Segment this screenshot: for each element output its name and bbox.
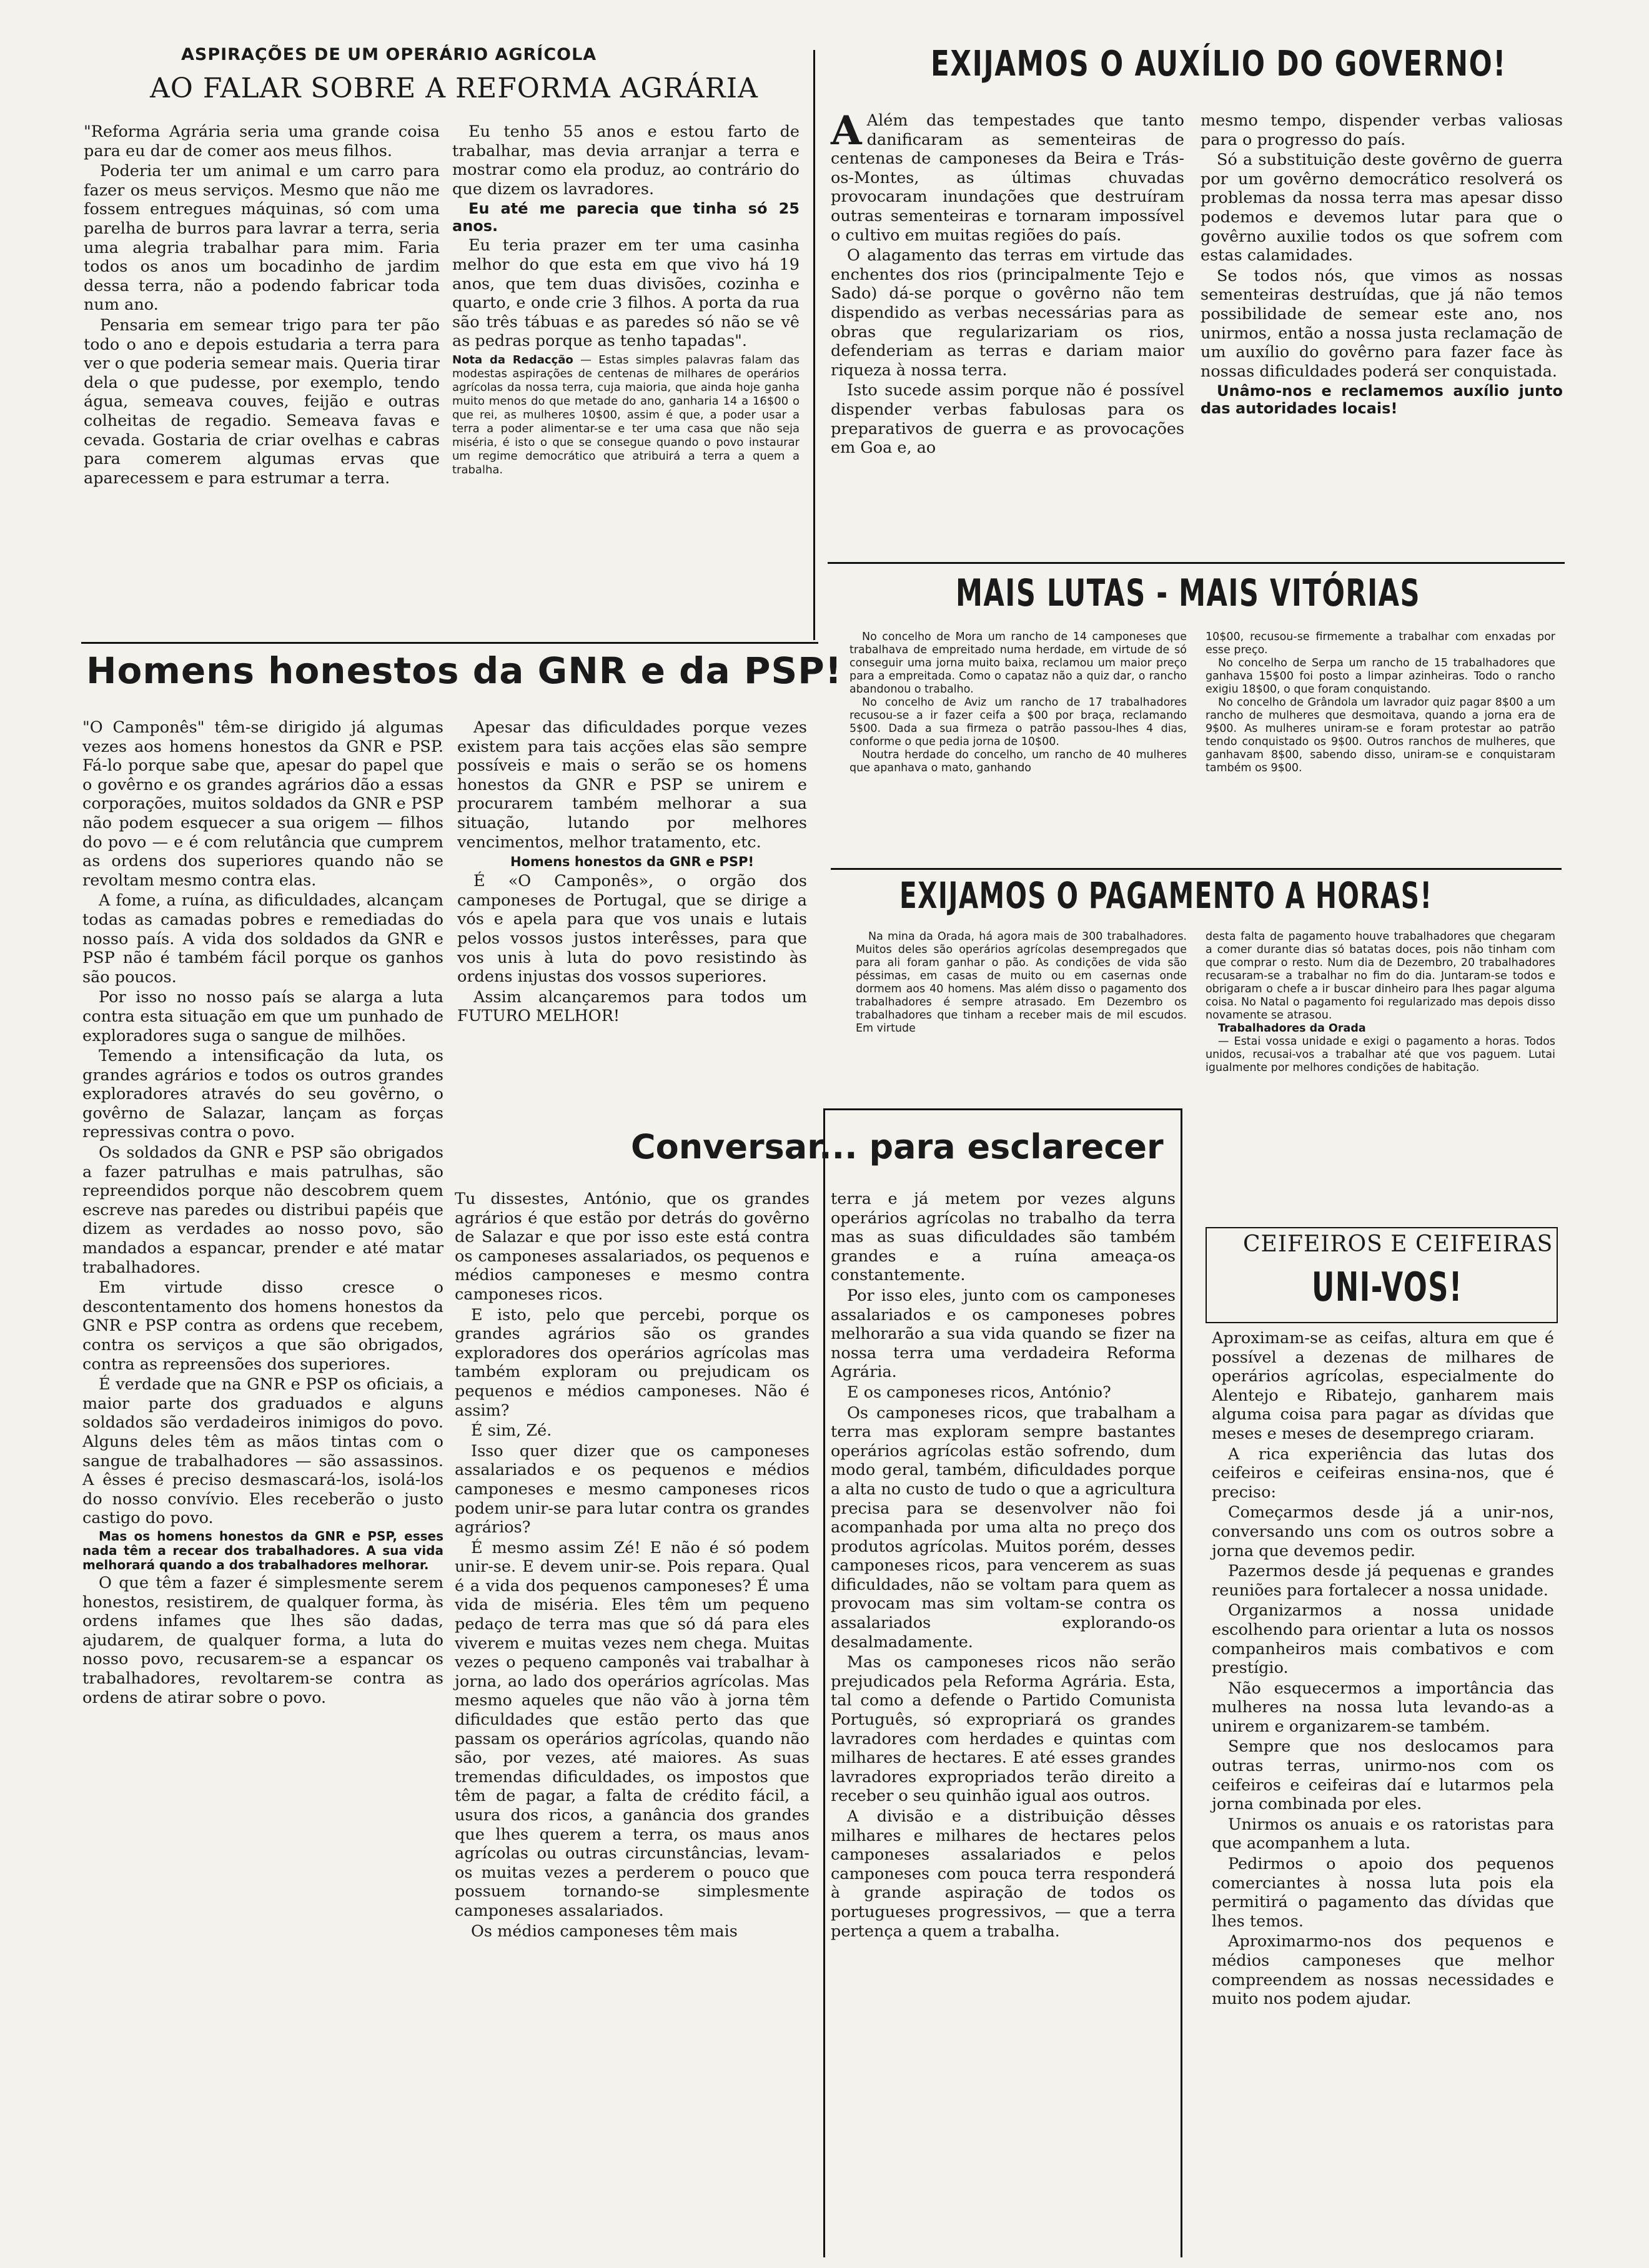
section1-p3: Pensaria em semear trigo para ter pão todo o ano e depois estudaria a terra para ver o que poderia semear mais. Queria tirar dela o que pudesse, por exemplo, tendo água, semeava couves, feijão e outras colheitas de regadio. Semeava favas e cevada. Gostaria de criar ovelhas e cabras para comerem algumas ervas que aparecessem e para estrumar a terra. — [84, 315, 440, 488]
section3-title: Homens honestos da GNR e da PSP! — [86, 649, 843, 692]
section5-col2-end: — Estai vossa unidade e exigi o pagamento a horas. Todos unidos, recusai-vos a trabalhar até que vos paguem. Lutai igualmente por melhores condições de habitação. — [1206, 1035, 1555, 1074]
section7-p6: Não esquecermos a importância das mulheres na nossa luta levando-as a unirem e organizarem-se também. — [1212, 1679, 1554, 1736]
section3-p3: Por isso no nosso país se alarga a luta contra esta situação em que um punhado de exploradores suga o sangue de milhões. — [82, 988, 443, 1045]
section2-p1: A Além das tempestades que tanto danificaram as sementeiras de centenas de camponeses da Beira e Trás-os-Montes, as últimas chuvadas provocaram inundações que destruíram outras sementeiras e tornaram impossível o cultivo em muitas regiões do país. — [831, 107, 1184, 245]
section3-p6: Em virtude disso cresce o descontentamento dos homens honestos da GNR e PSP contra as ordens que recebem, contra os serviços a que são obrigados, contra as repreensões dos superiores. — [82, 1278, 443, 1374]
section7-kicker: CEIFEIROS E CEIFEIRAS — [1243, 1231, 1553, 1257]
section3-p2: A fome, a ruína, as dificuldades, alcançam todas as camadas pobres e remediadas do nosso país. A vida dos soldados da GNR e PSP não é também fácil porque os ganhos são poucos. — [82, 891, 443, 987]
section2-col2-p1: mesmo tempo, dispender verbas valiosas para o progresso do país. — [1201, 111, 1563, 149]
rule-center-box-right — [1181, 1108, 1182, 2257]
section3-p8: O que têm a fazer é simplesmente serem honestos, resistirem, de qualquer forma, às ordens infames que lhes são dadas, ajudarem, de qualquer forma, a luta do nosso povo, recusarem-se a espancar os trabalhadores, revoltarem-se contra as ordens de atirar sobre o povo. — [82, 1573, 443, 1707]
section1-note — [452, 353, 800, 477]
section3-p4: Temendo a intensificação da luta, os grandes agrários e todos os outros grandes exploradores através do seu govêrno, o govêrno de Salazar, lançam as forças repressivas contra o povo. — [82, 1047, 443, 1142]
section7-p3: Começarmos desde já a unir-nos, conversando uns com os outros sobre a jorna que devemos pedir. — [1212, 1503, 1554, 1560]
section1-col1 — [84, 122, 440, 489]
section2-col1 — [831, 107, 1184, 459]
section5-title: EXIJAMOS O PAGAMENTO A HORAS! — [899, 874, 1433, 917]
section1-title: AO FALAR SOBRE A REFORMA AGRÁRIA — [150, 72, 758, 104]
section3-p7: É verdade que na GNR e PSP os oficiais, a maior parte dos graduados e alguns soldados são verdadeiros inimigos do povo. Alguns deles têm as mãos tintas com o sangue de trabalhadores — são assassinos. A êsses é preciso desmascará-los, isolá-los do nosso convívio. Eles receberão o justo castigo do povo. — [82, 1375, 443, 1528]
section4-col2 — [1206, 631, 1555, 775]
section6-col2-p3: E os camponeses ricos, António? — [847, 1383, 1111, 1402]
section2-p3: Isto sucede assim porque não é possível dispender verbas fabulosas para os preparativos de guerra e as provocações em Goa e, ao — [831, 381, 1184, 458]
section5-p1: Na mina da Orada, há agora mais de 300 trabalhadores. Muitos deles são operários agrícolas desempregados que para ali foram ganhar o pão. As condições de vida são péssimas, em casas de muito ou em casernas onde dormem aos 40 homens. Mas além disso o pagamento dos trabalhadores é sempre atrasado. Em Dezembro os trabalhadores que tinham a receber mais de mil escudos. Em virtude — [856, 930, 1187, 1035]
section3-col2-p3: Assim alcançaremos para todos um FUTURO MELHOR! — [457, 987, 807, 1026]
section6-p6: Os médios camponeses têm mais — [471, 1921, 738, 1941]
section6-p3: É sim, Zé. — [471, 1421, 552, 1441]
section3-col2-sub: Homens honestos da GNR e PSP! — [510, 854, 755, 870]
section1-col2 — [452, 122, 800, 477]
section6-p1: Tu dissestes, António, que os grandes agrários é que estão por detrás do govêrno de Salazar e que por isso este está contra os camponeses assalariados, os pequenos e médios camponeses e mesmo contra camponeses ricos. — [455, 1190, 810, 1304]
section1-p1: "Reforma Agrária seria uma grande coisa para eu dar de comer aos meus filhos. — [84, 122, 440, 160]
section7-p2: A rica experiência das lutas dos ceifeiros e ceifeiras ensina-nos, que é preciso: — [1212, 1444, 1554, 1502]
section7-p9: Pedirmos o apoio dos pequenos comerciantes à nossa luta pois ela permitirá o pagamento das dívidas que lhes temos. — [1212, 1855, 1554, 1931]
section6-title: Conversar... para esclarecer — [631, 1127, 1164, 1166]
section3-bold: Mas os homens honestos da GNR e PSP, esses nada têm a recear dos trabalhadores. A sua vida melhorará quando a dos trabalhadores melhorar. — [82, 1528, 443, 1572]
section4-p3: Noutra herdade do concelho, um rancho de 40 mulheres que apanhava o mato, ganhando — [849, 749, 1187, 774]
section3-p1: "O Camponês" têm-se dirigido já algumas vezes aos homens honestos da GNR e PSP. Fá-lo porque sabe que, apesar do papel que o govêrno e os grandes agrários dão a essas corporações, muitos soldados da GNR e PSP não podem esquecer a sua origem — filhos do povo — e é com relutância que cumprem as ordens dos superiores quando não se revoltam mesmo contra elas. — [82, 718, 443, 890]
section4-col2-p1: 10$00, recusou-se firmemente a trabalhar com enxadas por esse preço. — [1206, 631, 1555, 656]
section5-col1 — [856, 930, 1187, 1035]
section7-p1: Aproximam-se as ceifas, altura em que é possível a dezenas de milhares de operários agrícolas, especialmente do Alentejo e Ribatejo, ganharem mais alguma coisa para pagar as dívidas que meses e meses de desemprego criaram. — [1212, 1329, 1554, 1443]
section2-col2-p3: Se todos nós, que vimos as nossas sementeiras destruídas, que já não temos possibilidade de semear este ano, nos unirmos, então a nossa justa reclamação de um auxílio do govêrno para fazer face às nossas dificuldades poderá ser conquistada. — [1201, 266, 1563, 381]
section2-p2: O alagamento das terras em virtude das enchentes dos rios (principalmente Tejo e Sado) dá-se porque o govêrno não tem dispendido as verbas necessárias para as obras que regularizariam os rios, defenderiam as terras e dariam maior riqueza à nossa terra. — [831, 246, 1184, 380]
rule-right-1 — [828, 562, 1565, 564]
section3-col2 — [457, 718, 807, 1027]
section1-kicker: ASPIRAÇÕES DE UM OPERÁRIO AGRÍCOLA — [181, 45, 597, 64]
section5-col2 — [1206, 930, 1555, 1075]
rule-right-2 — [831, 868, 1562, 870]
section2-title: EXIJAMOS O AUXÍLIO DO GOVERNO! — [931, 44, 1507, 84]
section1-note-label: Nota da Redacção — [452, 353, 573, 367]
section5-col2-p1: desta falta de pagamento houve trabalhadores que chegaram a comer durante dias só batatas doces, pois não tinham com que comprar o resto. Num dia de Dezembro, 20 trabalhadores recusaram-se a trabalhar no fim do dia. Juntaram-se todos e obrigaram o chefe a ir buscar dinheiro para lhes pagar alguma coisa. No Natal o pagamento foi regularizado mas depois disso novamente se atrasou. — [1206, 930, 1555, 1022]
section2-col2-bold: Unâmo-nos e reclamemos auxílio junto das autoridades locais! — [1201, 382, 1563, 418]
section7-title: UNI-VOS! — [1312, 1265, 1463, 1311]
section6-col2-p6: A divisão e a distribuição dêsses milhares e milhares de hectares pelos camponeses assalariados e pelos camponeses com pouca terra responderá à grande aspiração de todos os portugueses progressivos, — que a terra pertença a quem a trabalha. — [831, 1807, 1176, 1941]
section4-p1: No concelho de Mora um rancho de 14 camponeses que trabalhava de empreitado numa herdade, em virtude de só conseguir uma jorna muito baixa, reclamou um maior preço para a empreitada. Como o capataz não a quiz dar, o rancho abandonou o trabalho. — [849, 631, 1187, 696]
section1-col2-p2: Eu teria prazer em ter uma casinha melhor do que esta em que vivo há 19 anos, que tem duas divisões, cozinha e quarto, e onde crie 3 filhos. A porta da rua são três tábuas e as paredes só não se vê as pedras porque as tenho tapadas". — [452, 236, 800, 351]
rule-center-box-top — [824, 1108, 1181, 1110]
rule-center-box-left — [823, 1108, 825, 2257]
section6-col2 — [831, 1190, 1176, 1942]
section1-p2: Poderia ter um animal e um carro para fazer os meus serviços. Mesmo que não me fossem entregues máquinas, só com uma parelha de burros para lavrar a terra, seria uma alegria trabalhar para mim. Faria todos os anos um bocadinho de jardim dessa terra, não a podendo fabricar toda num ano. — [84, 162, 440, 315]
section6-p2: E isto, pelo que percebi, porque os grandes agrários são os grandes exploradores dos operários agrícolas mas também exploram ou prejudicam os pequenos e médios camponeses. Não é assim? — [455, 1305, 810, 1420]
section5-col2-bold: Trabalhadores da Orada — [1218, 1022, 1366, 1035]
section4-p2: No concelho de Aviz um rancho de 17 trabalhadores recusou-se a ir fazer ceifa a $00 por braça, reclamando 5$00. Dada a sua firmeza o patrão passou-lhes 4 dias, conforme o que pedia jorna de 10$00. — [849, 696, 1187, 748]
section3-col2-p1: Apesar das dificuldades porque vezes existem para tais acções elas são sempre possíveis e mais o serão se os homens honestos da GNR e PSP se unirem e procurarem também melhorar a sua situação, lutando por melhores vencimentos, melhor tratamento, etc. — [457, 718, 807, 852]
section3-p5: Os soldados da GNR e PSP são obrigados a fazer patrulhas e mais patrulhas, são repreendidos porque não descobrem quem escreve nas paredes ou distribui papéis que dizem as verdades ao nosso povo, são mandados a espancar, prender e até matar trabalhadores. — [82, 1143, 443, 1277]
section6-col1 — [455, 1190, 810, 1942]
section3-col1 — [82, 718, 443, 1708]
section4-col1 — [849, 631, 1187, 775]
section7-p5: Organizarmos a nossa unidade escolhendo para orientar a luta os nossos companheiros mais combativos e com prestígio. — [1212, 1601, 1554, 1678]
section6-col2-p2: Por isso eles, junto com os camponeses assalariados e os camponeses pobres melhorarão a sua vida quando se fizer na nossa terra uma verdadeira Reforma Agrária. — [831, 1286, 1176, 1382]
section6-col2-p5: Mas os camponeses ricos não serão prejudicados pela Reforma Agrária. Esta, tal como a defende o Partido Comunista Português, só expropriará os grandes lavradores com herdades e quintas com milhares de hectares. E até esses grandes lavradores expropriados terão direito a receber o seu quinhão igual aos outros. — [831, 1653, 1176, 1806]
section2-col2 — [1201, 111, 1563, 418]
section1-note-text: — Estas simples palavras falam das modestas aspirações de centenas de milhares de operários agrícolas da nossa terra, cuja maioria, que ainda hoje ganha muito menos do que metade do ano, ganharia 14 a 16$00 o que rei, as mulheres 10$00, assim é que, a poder usar a terra a poder alimentar-se e ter uma casa que não seja miséria, é isto o que se consegue quando o povo instaurar um regime democrático que atribuirá a terra a quem a trabalha. — [452, 353, 800, 476]
section6-col2-p4: Os camponeses ricos, que trabalham a terra mas exploram sempre bastantes operários agrícolas estão sofrendo, dum modo geral, também, dificuldades porque a alta no custo de tudo o que a agricultura precisa para se desenvolver não foi acompanhada por uma alta no preço dos produtos agrícolas. Muitos porém, desses camponeses ricos, para vencerem as suas dificuldades, não se voltam para quem as provocam mas sim voltam-se contra os assalariados explorando-os desalmadamente. — [831, 1403, 1176, 1652]
section4-col2-p3: No concelho de Grândola um lavrador quiz pagar 8$00 a um rancho de mulheres que desmoitava, quando a jorna era de 9$00. As mulheres uniram-se e foram protestar ao patrão tendo conquistado os 9$00. Outros ranchos de mulheres, que ganhavam 8$00, sabendo disso, uniram-se e conquistaram também os 9$00. — [1206, 696, 1555, 774]
rule-left-1 — [81, 642, 818, 644]
section6-p4: Isso quer dizer que os camponeses assalariados e os pequenos e médios camponeses e mesmo camponeses ricos podem unir-se para lutar contra os grandes agrários? — [455, 1441, 810, 1537]
section7-p8: Unirmos os anuais e os ratoristas para que acompanhem a luta. — [1212, 1815, 1554, 1853]
section7-body — [1212, 1329, 1554, 2010]
section7-p7: Sempre que nos deslocamos para outras terras, unirmo-nos com os ceifeiros e ceifeiras daí e lutarmos pela jorna combinada por eles. — [1212, 1737, 1554, 1814]
section4-title: MAIS LUTAS - MAIS VITÓRIAS — [956, 571, 1421, 615]
section4-col2-p2: No concelho de Serpa um rancho de 15 trabalhadores que ganhava 15$00 foi posto a limpar azinheiras. Todo o rancho exigiu 18$00, o que foram conquistando. — [1206, 657, 1555, 696]
section1-col2-bold: Eu até me parecia que tinha só 25 anos. — [452, 200, 800, 235]
section7-p10: Aproximarmo-nos dos pequenos e médios camponeses que melhor compreendem as nossas necessidades e muito nos podem ajudar. — [1212, 1932, 1554, 2009]
section2-col2-p2: Só a substituição deste govêrno de guerra por um govêrno democrático resolverá os problemas da nossa terra mas apesar disso podemos e devemos lutar para que o govêrno auxilie todos os que sofrem com estas calamidades. — [1201, 150, 1563, 265]
section3-col2-p2: É «O Camponês», o orgão dos camponeses de Portugal, que se dirige a vós e apela para que vos unais e lutais pelos vossos justos interêsses, para que vos unis à luta do povo resistindo às ordens injustas dos vossos superiores. — [457, 872, 807, 987]
section6-col2-p1: terra e já metem por vezes alguns operários agrícolas no trabalho da terra mas as suas dificuldades são também grandes e a ruína ameaça-os constantemente. — [831, 1190, 1176, 1285]
section1-col2-p1: Eu tenho 55 anos e estou farto de trabalhar, mas devia arranjar a terra e mostrar como ela produz, ao contrário do que dizem os lavradores. — [452, 122, 800, 199]
column-rule — [813, 50, 815, 640]
section6-p5: É mesmo assim Zé! E não é só podem unir-se. E devem unir-se. Pois repara. Qual é a vida dos pequenos camponeses? É uma vida de miséria. Eles têm um pequeno pedaço de terra mas que só dá para eles viverem e muitas vezes nem chega. Muitas vezes o pequeno camponês vai trabalhar à jorna, ao lado dos operários agrícolas. Mas mesmo aqueles que não vão à jorna têm dificuldades que estão perto das que passam os operários agrícolas, quando não são, por vezes, até maiores. As suas tremendas dificuldades, os impostos que têm de pagar, a falta de crédito fácil, a usura dos ricos, a ganância dos grandes que lhes querem a terra, os maus anos agrícolas ou outras circunstâncias, levam-os muitas vezes a perderem o pouco que possuem tornando-se simplesmente camponeses assalariados. — [455, 1538, 810, 1920]
section7-p4: Pazermos desde já pequenas e grandes reuniões para fortalecer a nossa unidade. — [1212, 1562, 1554, 1600]
